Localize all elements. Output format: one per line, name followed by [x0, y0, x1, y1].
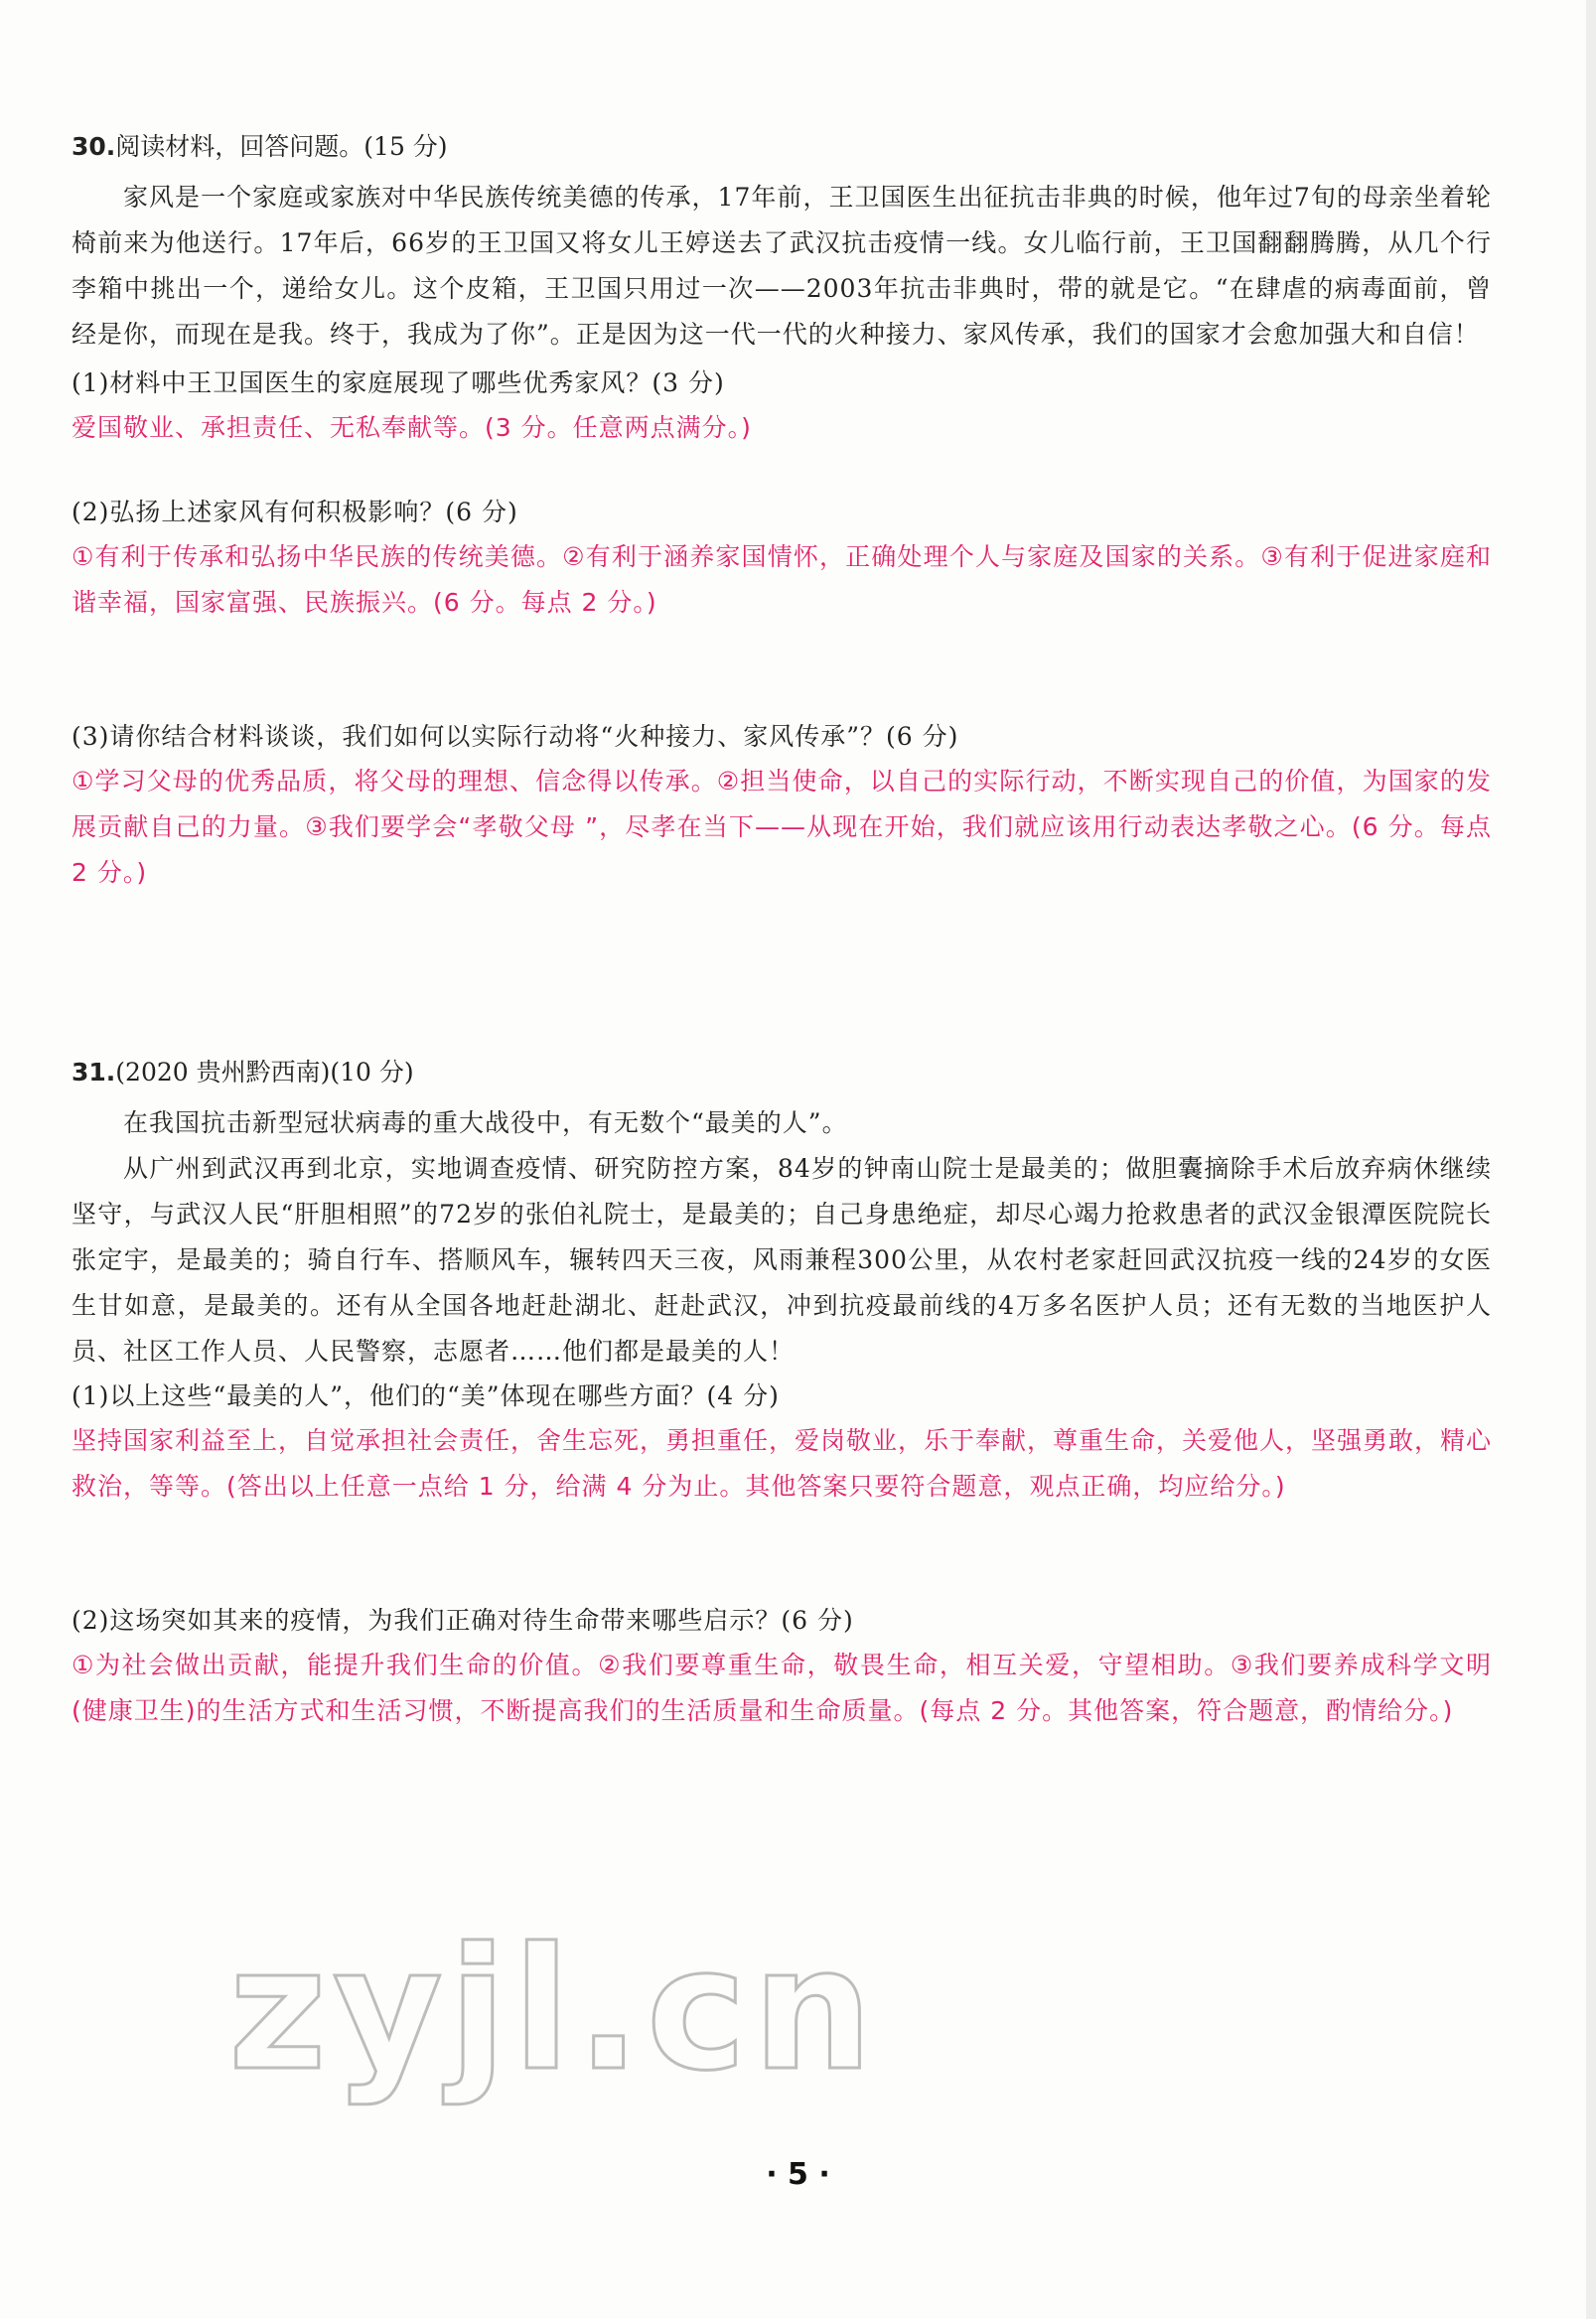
answer-3: ①学习父母的优秀品质，将父母的理想、信念得以传承。②担当使命，以自己的实际行动，不断实现自己的价值，为国家的发展贡献自己的力量。③我们要学会“孝敬父母 ”，尽孝在当下——从现在开始，我们就应该用行动表达孝敬之心。(6 分。每点 2 分。) [72, 767, 1492, 887]
question-number: 30. [72, 132, 116, 161]
scan-edge [1586, 0, 1596, 2319]
answer-1: 坚持国家利益至上，自觉承担社会责任，舍生忘死，勇担重任，爱岗敬业，乐于奉献，尊重生命，关爱他人，坚强勇敢，精心救治，等等。(答出以上任意一点给 1 分，给满 4 分为止。其他答案只要符合题意，观点正确，均应给分。) [72, 1426, 1493, 1501]
sub-question-2: (2)这场突如其来的疫情，为我们正确对待生命带来哪些启示？(6 分) [72, 1606, 854, 1635]
watermark: zyjl.cn [228, 1912, 879, 2108]
page-number: · 5 · [766, 2157, 830, 2192]
sub-question-2: (2)弘扬上述家风有何积极影响？(6 分) [72, 498, 518, 526]
question-title: 阅读材料，回答问题。(15 分) [115, 132, 448, 161]
question-30-header [72, 127, 1492, 167]
material-text: 家风是一个家庭或家族对中华民族传统美德的传承，17年前，王卫国医生出征抗击非典的时候，他年过7旬的母亲坐着轮椅前来为他送行。17年后，66岁的王卫国又将女儿王婷送去了武汉抗击疫情一线。女儿临行前，王卫国翻翻腾腾，从几个行李箱中挑出一个，递给女儿。这个皮箱，王卫国只用过一次——2003年抗击非典时，带的就是它。“在肆虐的病毒面前，曾经是你，而现在是我。终于，我成为了你”。正是因为这一代一代的火种接力、家风传承，我们的国家才会愈加强大和自信！ [72, 183, 1492, 349]
answer-1: 爱国敬业、承担责任、无私奉献等。(3 分。任意两点满分。) [72, 413, 752, 442]
answer-2: ①有利于传承和弘扬中华民族的传统美德。②有利于涵养家国情怀，正确处理个人与家庭及国家的关系。③有利于促进家庭和谐幸福，国家富强、民族振兴。(6 分。每点 2 分。) [72, 542, 1492, 617]
question-31 [72, 1053, 1492, 1734]
question-title: (2020 贵州黔西南)(10 分) [115, 1058, 414, 1087]
sub-question-1: (1)材料中王卫国医生的家庭展现了哪些优秀家风？(3 分) [72, 368, 725, 397]
question-number: 31. [72, 1058, 116, 1087]
intro-text: 在我国抗击新型冠状病毒的重大战役中，有无数个“最美的人”。 [123, 1108, 848, 1137]
answer-2: ①为社会做出贡献，能提升我们生命的价值。②我们要尊重生命，敬畏生命，相互关爱，守望相助。③我们要养成科学文明(健康卫生)的生活方式和生活习惯，不断提高我们的生活质量和生命质量。(每点 2 分。其他答案，符合题意，酌情给分。) [72, 1651, 1492, 1725]
sub-question-3: (3)请你结合材料谈谈，我们如何以实际行动将“火种接力、家风传承”？(6 分) [72, 722, 959, 751]
material-text: 从广州到武汉再到北京，实地调查疫情、研究防控方案，84岁的钟南山院士是最美的；做胆囊摘除手术后放弃病休继续坚守，与武汉人民“肝胆相照”的72岁的张伯礼院士，是最美的；自己身患绝症，却尽心竭力抢救患者的武汉金银潭医院院长张定宇，是最美的；骑自行车、搭顺风车，辗转四天三夜，风雨兼程300公里，从农村老家赶回武汉抗疫一线的24岁的女医生甘如意，是最美的。还有从全国各地赶赴湖北、赶赴武汉，冲到抗疫最前线的4万多名医护人员；还有无数的当地医护人员、社区工作人员、人民警察，志愿者……他们都是最美的人！ [72, 1154, 1492, 1366]
question-30 [72, 127, 1492, 896]
question-31-header [72, 1053, 1492, 1092]
sub-question-1: (1)以上这些“最美的人”，他们的“美”体现在哪些方面？(4 分) [72, 1381, 780, 1410]
